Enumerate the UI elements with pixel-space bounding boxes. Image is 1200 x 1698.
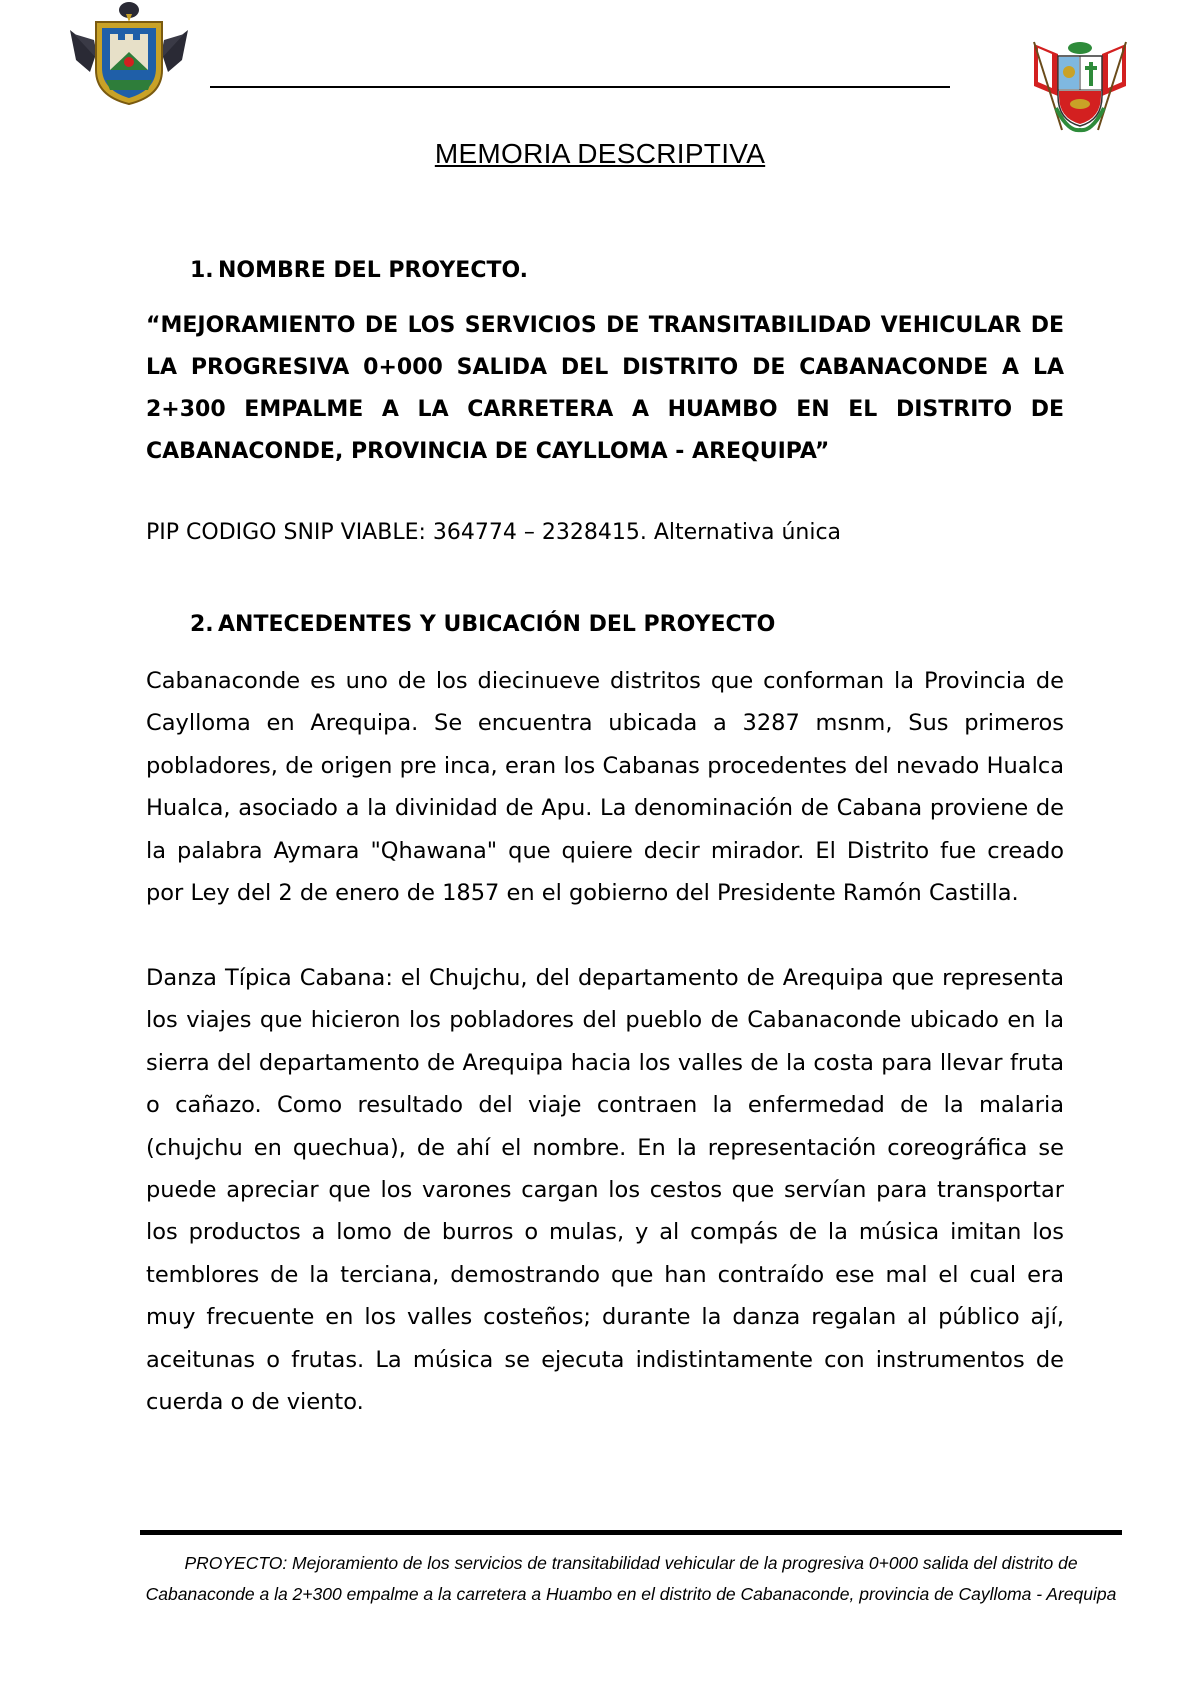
paragraph-dance: Danza Típica Cabana: el Chujchu, del departamento de Arequipa que representa los viajes que hicieron los pobladores del pueblo de Cabanaconde ubicado en la sierra del departamento de Arequipa hacia los valles de la costa para llevar fruta o cañazo. Como resultado del viaje contraen la enfermedad de la malaria (chujchu en quechua), de ahí el nombre. En la representación coreográfica se puede apreciar que los varones cargan los cestos que servían para transportar los productos a lomo de burros o mulas, y al compás de la música imitan los temblores de la terciana, demostrando que han contraído ese mal el cual era muy frecuente en los valles costeños; durante la danza regalan al público ají, aceitunas o frutas. La música se ejecuta indistintamente con instrumentos de cuerda o de viento.: [146, 965, 1064, 1416]
section-1-title: NOMBRE DEL PROYECTO.: [218, 258, 529, 283]
arequipa-coat-of-arms-icon: [70, 0, 188, 108]
footer-rule: [140, 1530, 1122, 1535]
section-2-title: ANTECEDENTES Y UBICACIÓN DEL PROYECTO: [218, 612, 776, 637]
footer-project-text: PROYECTO: Mejoramiento de los servicios de transitabilidad vehicular de la progresiva 0+000 salida del distrito de Cabanaconde a la 2+300 empalme a la carretera a Huambo en el distrito de Cabanaconde, provincia de Caylloma - Arequipa: [145, 1553, 1117, 1604]
section-2-number: 2.: [190, 612, 214, 637]
document-title: MEMORIA DESCRIPTIVA: [434, 138, 766, 169]
paragraph-history: Cabanaconde es uno de los diecinueve distritos que conforman la Provincia de Caylloma en Arequipa. Se encuentra ubicada a 3287 msnm, Sus primeros pobladores, de origen pre inca, eran los Cabanas procedentes del nevado Hualca Hualca, asociado a la divinidad de Apu. La denominación de Cabana proviene de la palabra Aymara "Qhawana" que quiere decir mirador. El Distrito fue creado por Ley del 2 de enero de 1857 en el gobierno del Presidente Ramón Castilla.: [146, 668, 1064, 907]
project-name: “MEJORAMIENTO DE LOS SERVICIOS DE TRANSITABILIDAD VEHICULAR DE LA PROGRESIVA 0+000 SALIDA DEL DISTRITO DE CABANACONDE A LA 2+300 EMPALME A LA CARRETERA A HUAMBO EN EL DISTRITO DE CABANACONDE, PROVINCIA DE CAYLLOMA - AREQUIPA”: [146, 313, 1064, 464]
section-1-heading: [190, 258, 528, 283]
section-2-heading: [190, 612, 775, 637]
peru-coat-of-arms-icon: [1028, 38, 1132, 134]
section-1-number: 1.: [190, 258, 214, 283]
header-rule: [210, 86, 950, 88]
pip-code: PIP CODIGO SNIP VIABLE: 364774 – 2328415. Alternativa única: [146, 520, 842, 545]
